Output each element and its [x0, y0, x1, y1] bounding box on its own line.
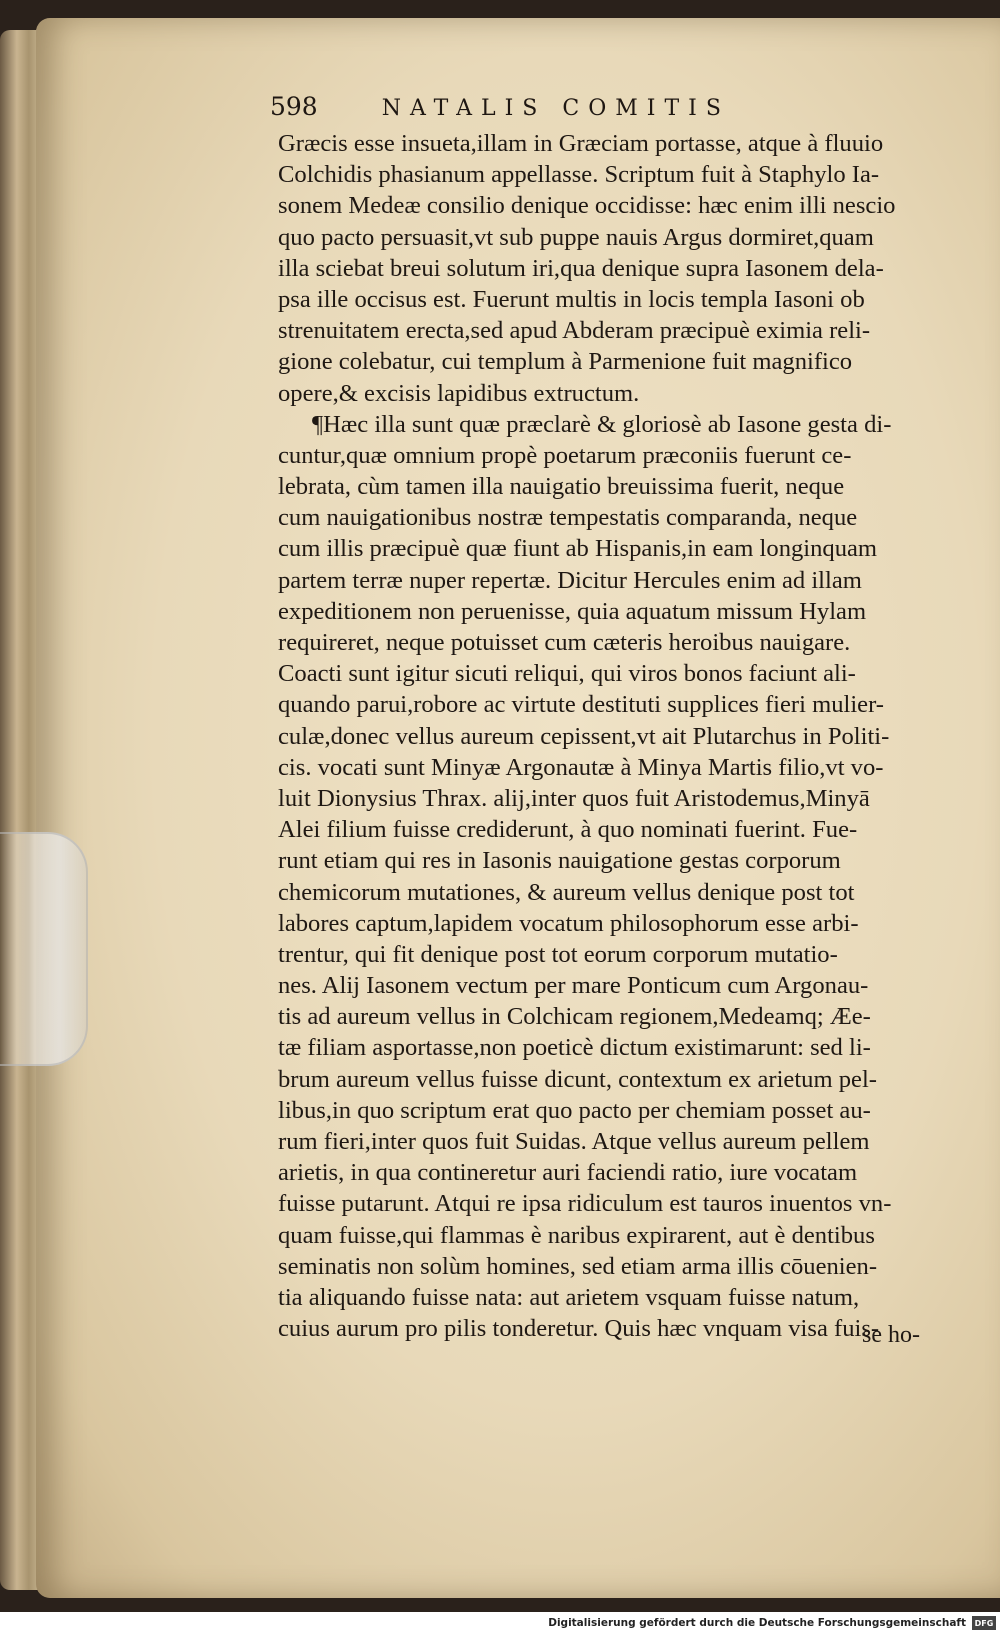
text-line: culæ,donec vellus aureum cepissent,vt ait Plutarchus in Politi- — [278, 722, 890, 750]
text-line: cuntur,quæ omnium propè poetarum præconiis fuerunt ce- — [278, 441, 852, 469]
text-line: tæ filiam asportasse,non poeticè dictum existimarunt: sed li- — [278, 1034, 871, 1062]
text-line: Coacti sunt igitur sicuti reliqui, qui viros bonos faciunt ali- — [278, 660, 856, 688]
text-line: chemicorum mutationes, & aureum vellus denique post tot — [278, 878, 855, 906]
text-line: luit Dionysius Thrax. alij,inter quos fuit Aristodemus,Minyā — [278, 784, 870, 812]
text-line: brum aureum vellus fuisse dicunt, contextum ex arietum pel- — [278, 1065, 877, 1093]
text-line: sonem Medeæ consilio denique occidisse: hæc enim illi nescio — [278, 192, 896, 220]
text-line: Colchidis phasianum appellasse. Scriptum fuit à Staphylo Ia- — [278, 161, 880, 189]
text-line: Græcis esse insueta,illam in Græciam portasse, atque à fluuio — [278, 130, 884, 157]
text-line: tis ad aureum vellus in Colchicam regionem,Medeamq; Æe- — [278, 1003, 871, 1031]
text-line: seminatis non solùm homines, sed etiam arma illis cōuenien- — [278, 1252, 878, 1280]
text-line: quando parui,robore ac virtute destituti supplices fieri mulier- — [278, 691, 884, 719]
text-line: cum nauigationibus nostræ tempestatis comparanda, neque — [278, 504, 858, 532]
funding-credit: Digitalisierung gefördert durch die Deutsche Forschungsgemeinschaft — [548, 1617, 966, 1629]
text-line: fuisse putarunt. Atqui re ipsa ridiculum est tauros inuentos vn- — [278, 1190, 892, 1218]
text-line: Alei filium fuisse crediderunt, à quo nominati fuerint. Fue- — [278, 816, 858, 844]
text-line: labores captum,lapidem vocatum philosophorum esse arbi- — [278, 909, 859, 937]
text-line: ¶Hæc illa sunt quæ præclarè & gloriosè ab Iasone gesta di- — [312, 410, 892, 438]
text-line: psa ille occisus est. Fuerunt multis in locis templa Iasoni ob — [278, 285, 865, 313]
page-number: 598 — [270, 92, 318, 121]
text-line: gione colebatur, cui templum à Parmenione fuit magnifico — [278, 348, 853, 376]
text-line: rum fieri,inter quos fuit Suidas. Atque vellus aureum pellem — [278, 1128, 870, 1155]
dfg-logo-icon: DFG — [972, 1616, 996, 1630]
text-line: tia aliquando fuisse nata: aut arietem vsquam fuisse natum, — [278, 1283, 860, 1311]
text-line: runt etiam qui res in Iasonis nauigatione gestas corporum — [278, 847, 841, 875]
text-line: nes. Alij Iasonem vectum per mare Ponticum cum Argonau- — [278, 972, 869, 1000]
text-line: trentur, qui fit denique post tot eorum corporum mutatio- — [278, 940, 838, 968]
catchword: se ho- — [862, 1322, 920, 1348]
text-line: illa sciebat breui solutum iri,qua denique supra Iasonem dela- — [278, 254, 884, 282]
text-line: cis. vocati sunt Minyæ Argonautæ à Minya Martis filio,vt vo- — [278, 753, 884, 781]
text-line: expeditionem non peruenisse, quia aquatum missum Hylam — [278, 597, 867, 625]
text-line: strenuitatem erecta,sed apud Abderam præcipuè eximia reli- — [278, 317, 871, 345]
text-line: quo pacto persuasit,vt sub puppe nauis Argus dormiret,quam — [278, 223, 874, 251]
text-line: libus,in quo scriptum erat quo pacto per chemiam posset au- — [278, 1096, 871, 1124]
text-line: arietis, in qua contineretur auri faciendi ratio, iure vocatam — [278, 1159, 858, 1187]
text-line: requireret, neque potuisset cum cæteris heroibus nauigare. — [278, 629, 851, 656]
text-line: partem terræ nuper repertæ. Dicitur Hercules enim ad illam — [278, 566, 862, 594]
page-clip — [0, 832, 88, 1066]
footer — [0, 1612, 1000, 1634]
text-line: cum illis præcipuè quæ fiunt ab Hispanis,in eam longinquam — [278, 535, 878, 563]
text-line: quam fuisse,qui flammas è naribus expirarent, aut è dentibus — [278, 1221, 875, 1249]
running-title: NATALIS COMITIS — [381, 96, 730, 121]
text-line: lebrata, cùm tamen illa nauigatio breuissima fuerit, neque — [278, 473, 845, 501]
text-line: cuius aurum pro pilis tonderetur. Quis hæc vnquam visa fuis- — [278, 1315, 880, 1343]
running-head — [270, 92, 790, 121]
text-line: opere,& excisis lapidibus extructum. — [278, 379, 640, 407]
body-text — [278, 128, 928, 1344]
